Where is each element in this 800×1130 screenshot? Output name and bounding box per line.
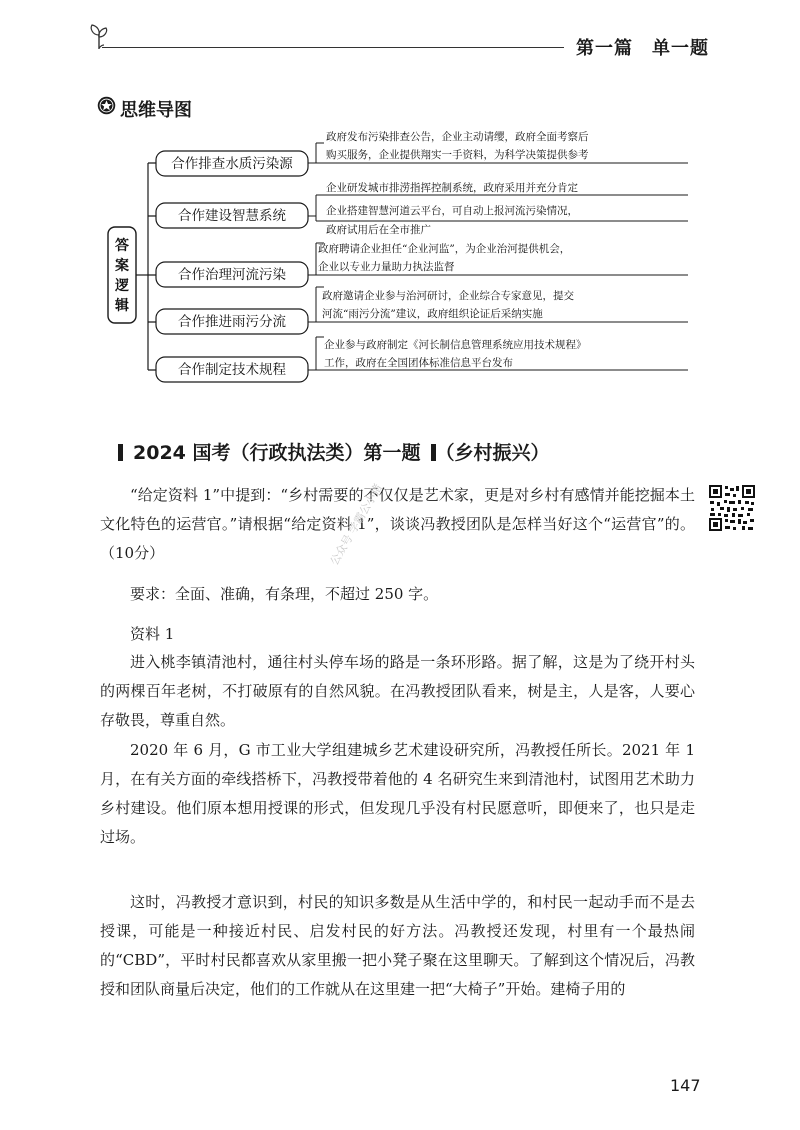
branch-2-detail-2: 企业搭建智慧河道云平台，可自动上报河流污染情况， — [326, 205, 578, 217]
branch-label-5: 合作制定技术规程 — [178, 362, 286, 378]
qr-code — [708, 484, 756, 532]
material-paragraph-1: 进入桃李镇清池村，通往村头停车场的路是一条环形路。据了解，这是为了绕开村头的两棵百年老树，不打破原有的自然风貌。在冯教授团队看来，树是主，人是客，人要心存敬畏，尊重自然。 — [100, 653, 695, 729]
branch-1-detail-2: 购买服务，企业提供翔实一手资料，为科学决策提供参考 — [326, 149, 589, 161]
mindmap-diagram — [100, 115, 690, 395]
branch-5-detail-1: 企业参与政府制定《河长制信息管理系统应用技术规程》 — [324, 339, 587, 351]
mindmap-title: 思维导图 — [120, 100, 192, 121]
question-title: 2024 国考（行政执法类）第一题 — [133, 442, 421, 464]
question-requirement: 要求：全面、准确，有条理，不超过 250 字。 — [130, 585, 439, 603]
heading-bar-left — [118, 444, 123, 461]
branch-2-detail-3: 政府试用后在全市推广 — [326, 224, 431, 236]
header-rule — [102, 47, 564, 48]
mindmap-root-char-4: 辑 — [115, 298, 129, 314]
star-badge-icon — [97, 96, 116, 115]
branch-1-detail-1: 政府发布污染排查公告，企业主动请缨，政府全面考察后 — [326, 131, 589, 143]
mindmap-root-char-2: 案 — [115, 258, 129, 274]
branch-4-detail-2: 河流“雨污分流”建议，政府组织论证后采纳实施 — [322, 308, 543, 320]
question-prompt: “给定资料 1”中提到：“乡村需要的不仅仅是艺术家，更是对乡村有感情并能挖掘本土文化特色的运营官。”请根据“给定资料 1”，谈谈冯教授团队是怎样当好这个“运营官”的。（10分） — [100, 486, 695, 562]
branch-label-1: 合作排查水质污染源 — [171, 156, 293, 172]
branch-2-detail-1: 企业研发城市排涝指挥控制系统，政府采用并充分肯定 — [326, 182, 578, 194]
branch-4-detail-1: 政府邀请企业参与治河研讨，企业综合专家意见，提交 — [322, 290, 574, 302]
page-number: 147 — [670, 1076, 701, 1095]
branch-label-2: 合作建设智慧系统 — [178, 208, 286, 224]
mindmap-root-char-1: 答 — [115, 238, 129, 254]
material-paragraph-3: 这时，冯教授才意识到，村民的知识多数是从生活中学的，和村民一起动手而不是去授课，可能是一种接近村民、启发村民的好方法。冯教授还发现，村里有一个最热闹的“CBD”，平时村民都喜欢从家里搬一把小凳子聚在这里聊天。了解到这个情况后，冯教授和团队商量后决定，他们的工作就从在这里建一把“大椅子”开始。建椅子用的 — [100, 893, 695, 998]
branch-label-3: 合作治理河流污染 — [178, 267, 286, 283]
question-tag: （乡村振兴） — [435, 442, 550, 464]
branch-3-detail-1: 政府聘请企业担任“企业河监”，为企业治河提供机会， — [318, 243, 571, 255]
branch-3-detail-2: 企业以专业力量助力执法监督 — [318, 261, 455, 273]
mindmap-root-char-3: 逻 — [115, 278, 129, 294]
running-header: 第一篇 单一题 — [576, 38, 709, 59]
sprout-icon — [88, 22, 110, 50]
branch-label-4: 合作推进雨污分流 — [178, 314, 286, 330]
material-paragraph-2: 2020 年 6 月，G 市工业大学组建城乡艺术建设研究所，冯教授任所长。2021 年 1 月，在有关方面的牵线搭桥下，冯教授带着他的 4 名研究生来到清池村，试图用艺术助力乡村建设。他们原本想用授课的形式，但发现几乎没有村民愿意听，即便来了，也只是走过场。 — [100, 741, 695, 846]
branch-5-detail-2: 工作，政府在全国团体标准信息平台发布 — [324, 357, 513, 369]
watermark: 公众号 学霸公小猪 — [327, 481, 385, 568]
material-label: 资料 1 — [130, 625, 175, 643]
question-heading — [118, 438, 550, 465]
